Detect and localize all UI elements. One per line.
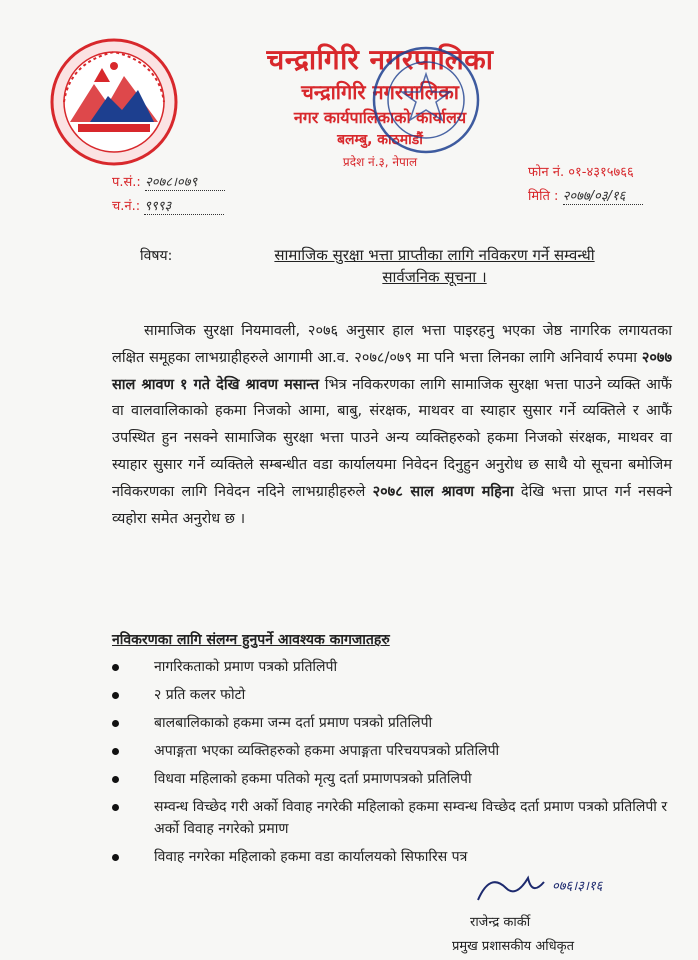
phone-value: ०१-४३१५७६६: [568, 165, 634, 180]
list-item: [112, 846, 672, 868]
municipality-name: चन्द्रागिरि नगरपालिका: [266, 43, 494, 76]
list-item-text: नागरिकताको प्रमाण पत्रको प्रतिलिपी: [154, 659, 338, 675]
bullet-icon: [112, 854, 119, 861]
bullet-icon: [112, 720, 119, 727]
body-month-highlight: २०७८ साल श्रावण महिना: [372, 483, 514, 500]
signature: [470, 866, 620, 910]
documents-list: [112, 656, 672, 874]
reference-value: २०७८।०७९: [145, 172, 225, 191]
list-item-text: विधवा महिलाको हकमा पतिको मृत्यु दर्ता प्रमाणपत्रको प्रतिलिपी: [154, 771, 472, 787]
date-label: मिति :: [528, 189, 559, 204]
list-item-text: अपाङ्गता भएका व्यक्तिहरुको हकमा अपाङ्गता परिचयपत्रको प्रतिलिपी: [154, 743, 500, 759]
list-item: [112, 656, 672, 678]
list-item-text: २ प्रति कलर फोटो: [154, 687, 246, 703]
municipality-emblem: [50, 38, 178, 166]
documents-heading: नविकरणका लागि संलग्न हुनुपर्ने आवश्यक कागजातहरु: [112, 632, 390, 648]
list-item: [112, 712, 672, 734]
subject-line-2: सार्वजनिक सूचना ।: [382, 268, 487, 286]
province-line: प्रदेश नं.३, नेपाल: [342, 155, 418, 169]
dispatch-number: [112, 196, 224, 215]
reference-label: प.सं.:: [112, 175, 141, 190]
phone-label: फोन नं.: [528, 165, 565, 180]
municipality-name-secondary: चन्द्रागिरि नगरपालिका: [301, 80, 459, 104]
list-item: [112, 796, 672, 840]
bullet-icon: [112, 748, 119, 755]
office-address: बलम्बु, काठमाडौं: [337, 132, 423, 148]
bullet-icon: [112, 664, 119, 671]
list-item-text: बालबालिकाको हकमा जन्म दर्ता प्रमाण पत्रको प्रतिलिपी: [154, 715, 433, 731]
phone-number: [528, 162, 634, 180]
dispatch-label: च.नं.:: [112, 199, 141, 214]
dispatch-value: ९९९३: [144, 196, 224, 215]
subject-label: विषय:: [140, 248, 173, 264]
date-value: २०७७/०३/१६: [563, 186, 643, 205]
list-item: [112, 684, 672, 706]
reference-number: [112, 172, 225, 191]
signatory-title: प्रमुख प्रशासकीय अधिकृत: [452, 939, 575, 954]
list-item-text: सम्वन्ध विच्छेद गरी अर्को विवाह नगरेकी महिलाको हकमा सम्वन्ध विच्छेद दर्ता प्रमाण पत्रको प्रतिलिपी र अर्को विवाह नगरेको प्रमाण: [154, 799, 668, 837]
list-item: [112, 740, 672, 762]
bullet-icon: [112, 692, 119, 699]
subject-line-1: सामाजिक सुरक्षा भत्ता प्राप्तीका लागि नविकरण गर्ने सम्वन्धी: [274, 246, 595, 264]
letter-date: [528, 186, 643, 205]
body-part-3: देखि भत्ता प्राप्त गर्न नसक्ने व्यहोरा समेत अनुरोध छ ।: [112, 483, 672, 527]
subject-text: [212, 244, 657, 288]
list-item: [112, 768, 672, 790]
body-part-2: भित्र नविकरणका लागि सामाजिक सुरक्षा भत्ता पाउने व्यक्ति आफैं वा वालवालिकाको हकमा निजको आमा, बाबु, संरक्षक, माथवर वा स्याहार सुसार गर्ने व्यक्तिले र आफैं उपस्थित हुन नसक्ने सामाजिक सुरक्षा भत्ता पाउने अन्य व्यक्तिहरुको हकमा निजको संरक्षक, माथवर वा स्याहार सुसार गर्ने व्यक्तिले सम्बन्धीत वडा कार्यालयमा निवेदन दिनुहुन अनुरोध छ साथै यो सूचना बमोजिम नविकरणका लागि निवेदन नदिने लाभग्राहीहरुले: [112, 376, 672, 500]
notice-body: [112, 318, 672, 532]
office-stamp: [370, 44, 482, 156]
body-part-1: सामाजिक सुरक्षा नियमावली, २०७६ अनुसार हाल भत्ता पाइरहनु भएका जेष्ठ नागरिक लगायतका लक्षित समूहका लाभग्राहीहरुले आगामी आ.व. २०७८/०७९ मा पनि भत्ता लिनका लागि अनिवार्य रुपमा: [112, 323, 672, 366]
office-name: नगर कार्यपालिकाको कार्यालय: [293, 108, 467, 127]
signatory-name: राजेन्द्र कार्की: [470, 915, 531, 930]
bullet-icon: [112, 804, 119, 811]
signature-date: ०७६।३।१६: [552, 879, 603, 894]
body-deadline-highlight: २०७७ साल श्रावण १ गते देखि श्रावण मसान्त: [112, 349, 672, 393]
list-item-text: विवाह नगरेका महिलाको हकमा वडा कार्यालयको सिफारिस पत्र: [154, 849, 468, 865]
bullet-icon: [112, 776, 119, 783]
